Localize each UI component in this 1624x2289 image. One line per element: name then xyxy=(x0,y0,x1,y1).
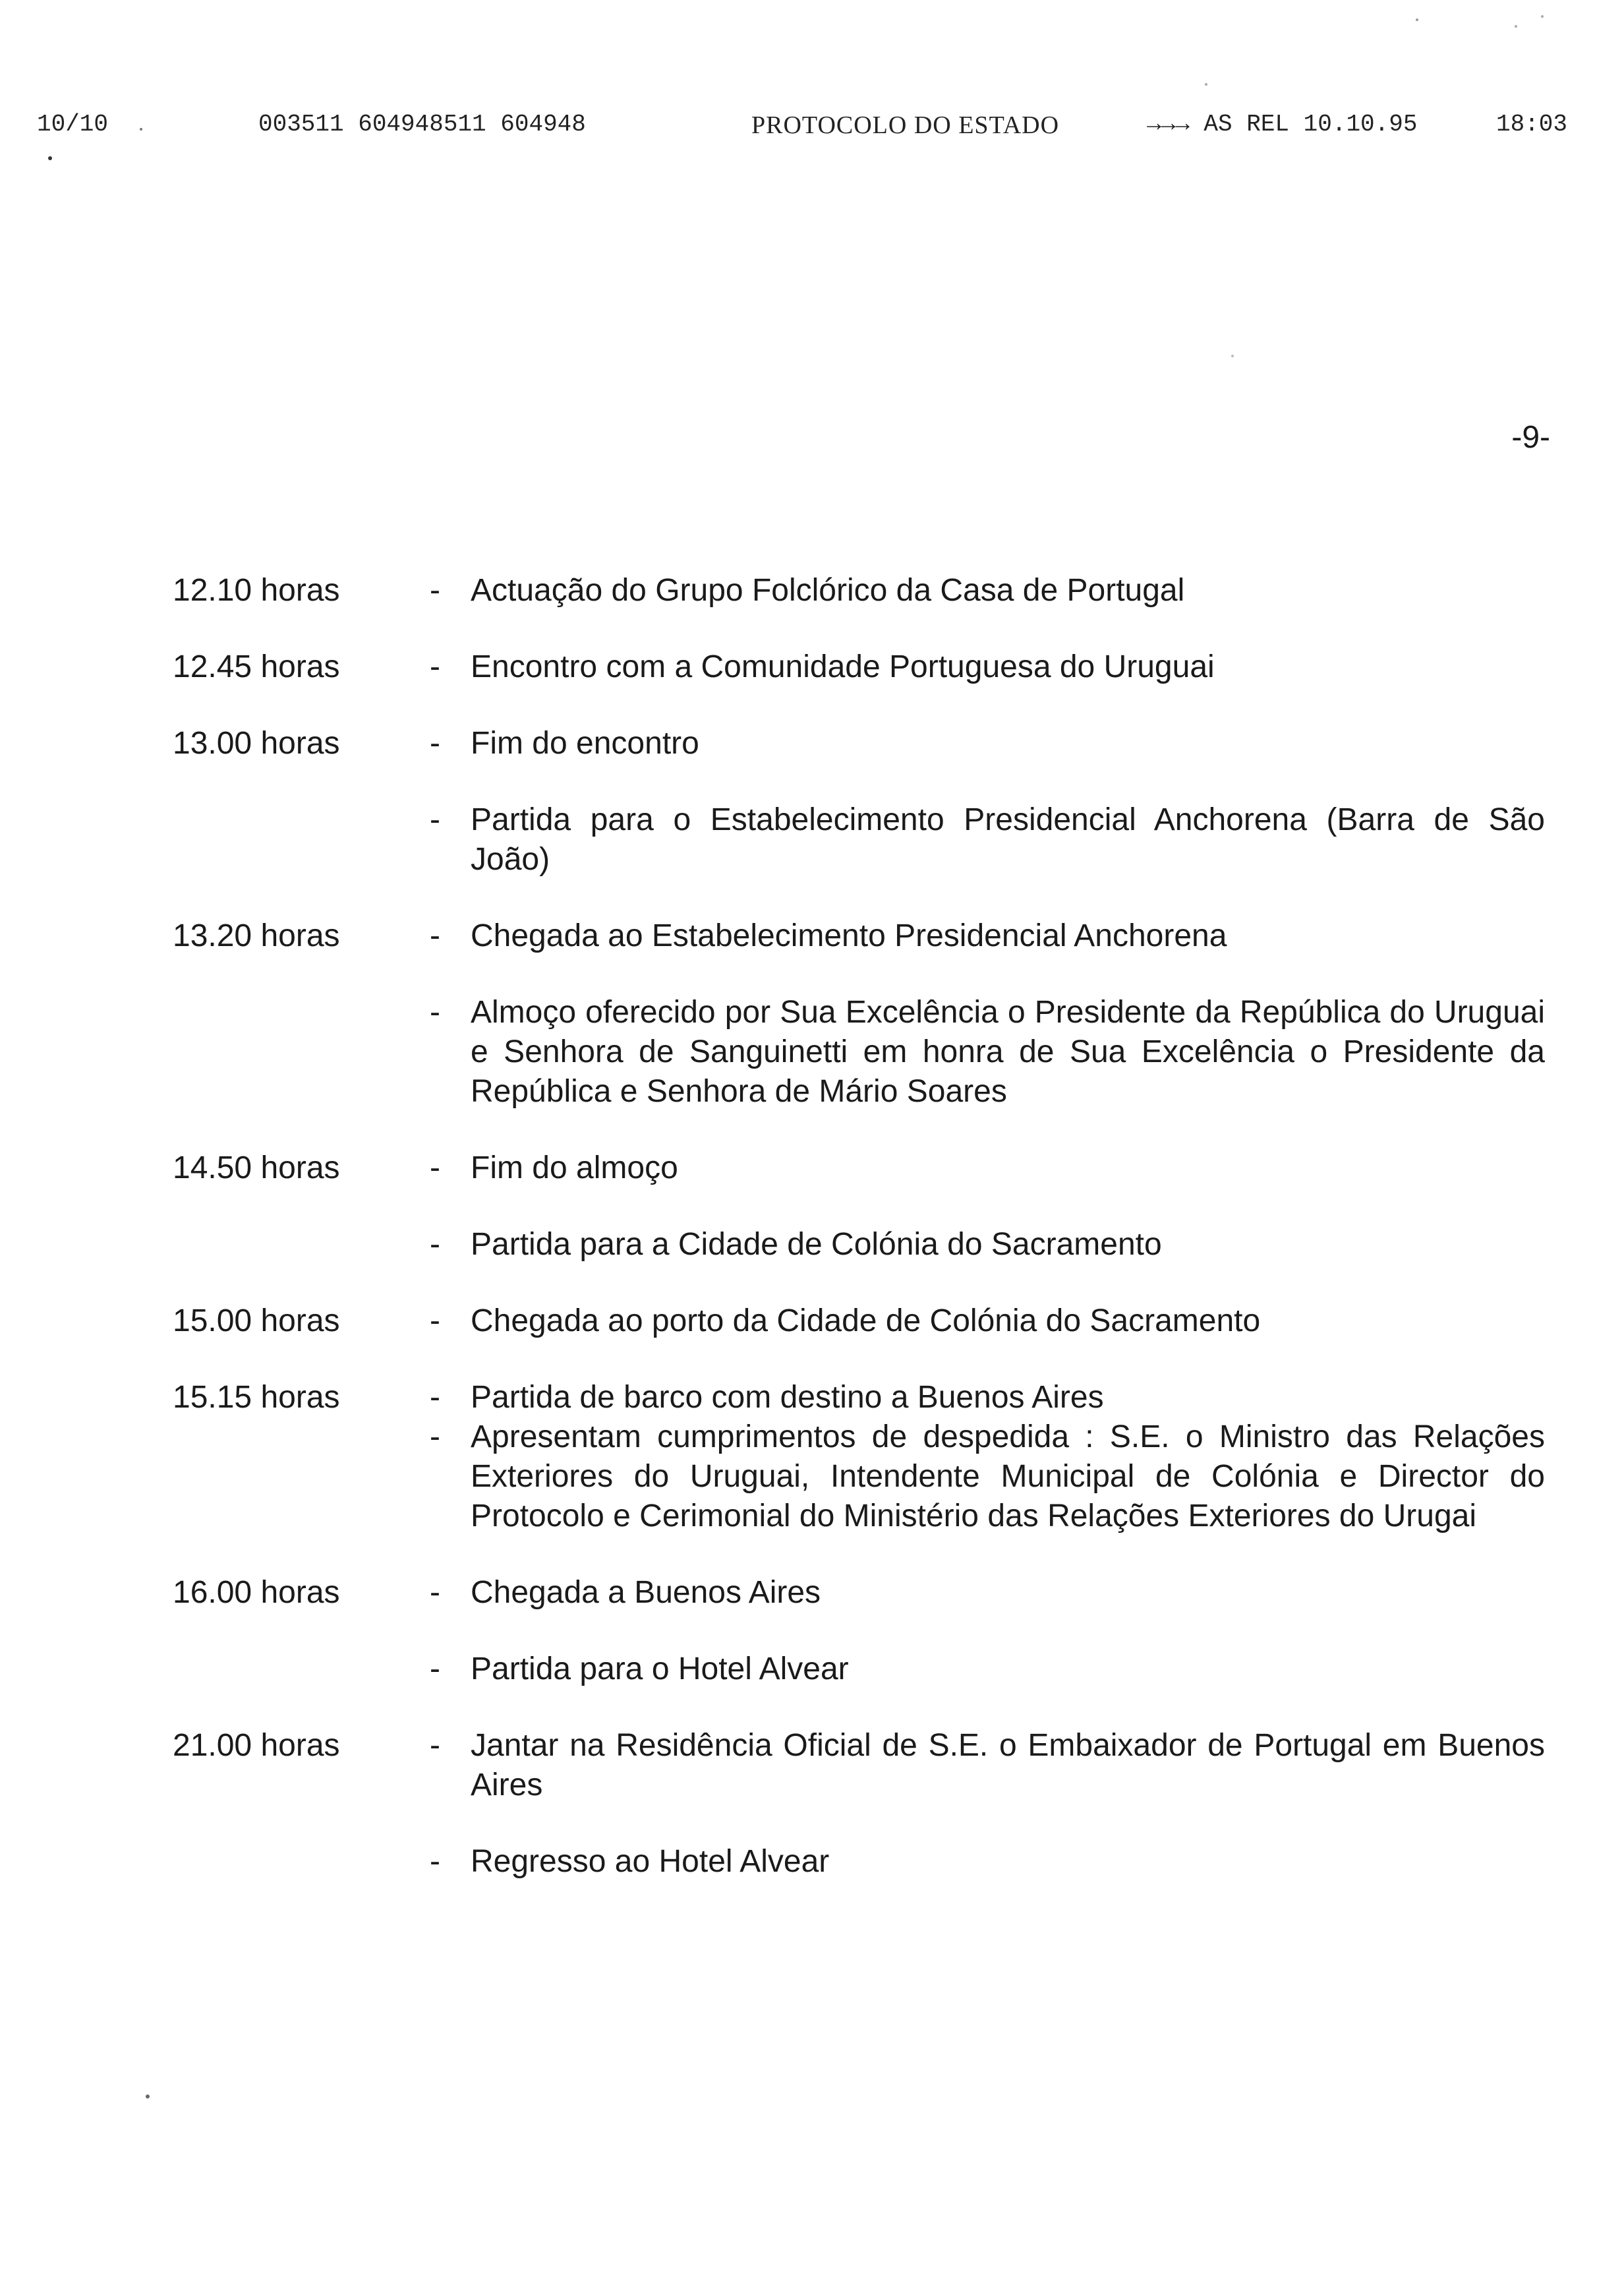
entry-text: Fim do encontro xyxy=(471,726,699,761)
entry-text: Partida para o Hotel Alvear xyxy=(471,1651,849,1686)
scan-speck xyxy=(48,156,52,160)
schedule-entry xyxy=(173,993,1557,1112)
entry-dash: - xyxy=(430,573,440,608)
entry-dash: - xyxy=(430,1419,440,1454)
entry-dash: - xyxy=(430,918,440,953)
entry-dash: - xyxy=(430,1380,440,1415)
schedule-entry xyxy=(173,1378,1557,1417)
schedule-entry xyxy=(173,1726,1557,1805)
fax-page-count: 10/10 xyxy=(37,111,109,138)
entry-dash: - xyxy=(430,802,440,837)
entry-text: Jantar na Residência Oficial de S.E. o Embaixador de Portugal em Buenos Aires xyxy=(471,1728,1545,1802)
entry-time: 12.45 horas xyxy=(173,649,340,684)
schedule-entry xyxy=(173,1650,1557,1689)
entry-text: Partida para o Estabelecimento Presidencial Anchorena (Barra de São João) xyxy=(471,802,1545,877)
entry-dash: - xyxy=(430,1575,440,1610)
scan-speck xyxy=(146,2095,150,2098)
entry-dash: - xyxy=(430,1651,440,1686)
entry-time: 21.00 horas xyxy=(173,1728,340,1763)
schedule-entry xyxy=(173,1417,1557,1536)
entry-text: Partida de barco com destino a Buenos Aires xyxy=(471,1380,1104,1415)
schedule-entry xyxy=(173,1225,1557,1264)
entry-text: Chegada a Buenos Aires xyxy=(471,1575,821,1610)
fax-time: 18:03 xyxy=(1496,111,1568,138)
schedule xyxy=(173,571,1557,1918)
entry-text: Fim do almoço xyxy=(471,1150,678,1185)
schedule-entry xyxy=(173,571,1557,610)
page-number: -9- xyxy=(1511,420,1550,455)
entry-text: Almoço oferecido por Sua Excelência o Presidente da República do Uruguai e Senhora de Sanguinetti em honra de Sua Excelência o Presidente da República e Senhora de Mário Soares xyxy=(471,995,1545,1109)
entry-dash: - xyxy=(430,1303,440,1338)
fax-sender: PROTOCOLO DO ESTADO xyxy=(751,111,1060,139)
entry-time: 15.15 horas xyxy=(173,1380,340,1415)
entry-time: 12.10 horas xyxy=(173,573,340,608)
entry-text: Chegada ao Estabelecimento Presidencial Anchorena xyxy=(471,918,1227,953)
entry-dash: - xyxy=(430,726,440,761)
schedule-entry xyxy=(173,916,1557,956)
scan-speck xyxy=(1515,25,1517,28)
schedule-entry xyxy=(173,1842,1557,1882)
scan-speck xyxy=(1541,15,1544,18)
entry-text: Apresentam cumprimentos de despedida : S.E. o Ministro das Relações Exteriores do Uruguai, Intendente Municipal de Colónia e Director do Protocolo e Cerimonial do Ministério das Relações Exteriores do Urugai xyxy=(471,1419,1545,1533)
scan-speck xyxy=(1416,18,1418,21)
entry-time: 13.00 horas xyxy=(173,726,340,761)
fax-header xyxy=(0,99,1624,152)
scan-speck xyxy=(1231,355,1234,357)
fax-destination: →→→ AS REL 10.10.95 xyxy=(1147,111,1418,138)
schedule-entry xyxy=(173,724,1557,763)
schedule-entry xyxy=(173,1148,1557,1188)
schedule-entry xyxy=(173,647,1557,687)
schedule-entry xyxy=(173,1301,1557,1341)
entry-text: Encontro com a Comunidade Portuguesa do Uruguai xyxy=(471,649,1215,684)
schedule-entry xyxy=(173,1573,1557,1613)
fax-numbers: 003511 604948511 604948 xyxy=(258,111,586,138)
entry-dash: - xyxy=(430,995,440,1030)
entry-text: Actuação do Grupo Folclórico da Casa de Portugal xyxy=(471,573,1185,608)
entry-dash: - xyxy=(430,1844,440,1879)
entry-time: 14.50 horas xyxy=(173,1150,340,1185)
entry-text: Chegada ao porto da Cidade de Colónia do Sacramento xyxy=(471,1303,1261,1338)
entry-time: 13.20 horas xyxy=(173,918,340,953)
entry-time: 16.00 horas xyxy=(173,1575,340,1610)
entry-time: 15.00 horas xyxy=(173,1303,340,1338)
entry-dash: - xyxy=(430,1227,440,1262)
entry-text: Regresso ao Hotel Alvear xyxy=(471,1844,830,1879)
entry-dash: - xyxy=(430,1150,440,1185)
scan-speck xyxy=(1205,83,1207,86)
schedule-entry xyxy=(173,800,1557,879)
entry-dash: - xyxy=(430,1728,440,1763)
entry-text: Partida para a Cidade de Colónia do Sacramento xyxy=(471,1227,1162,1262)
entry-dash: - xyxy=(430,649,440,684)
